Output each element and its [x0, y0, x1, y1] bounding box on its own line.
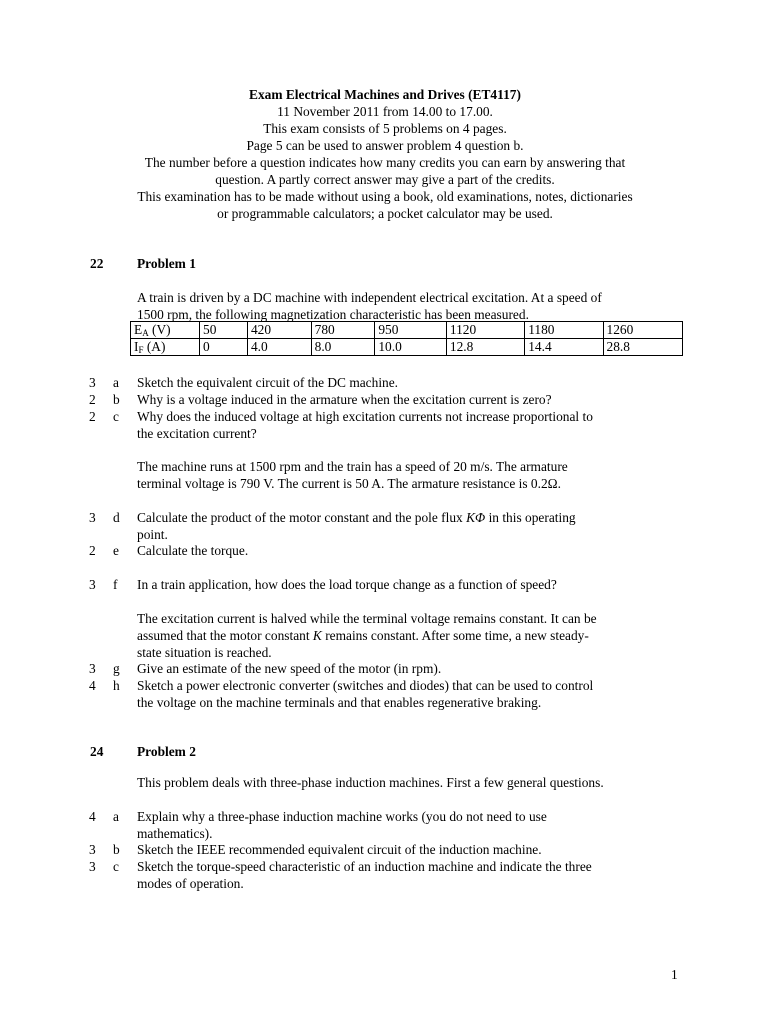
- exam-header: [60, 86, 710, 222]
- exam-page5-note: Page 5 can be used to answer problem 4 question b.: [246, 138, 524, 153]
- magnetization-table: [130, 321, 683, 356]
- table-cell: 950: [375, 322, 447, 339]
- exam-rules-note-1: This examination has to be made without using a book, old examinations, notes, dictionaries: [137, 189, 633, 204]
- problem2-title: Problem 2: [137, 744, 196, 759]
- table-row-label-if: $I_F$ (A): [131, 339, 200, 356]
- table-cell: 0: [200, 339, 248, 356]
- table-cell: 50: [200, 322, 248, 339]
- exam-pages-note: This exam consists of 5 problems on 4 pages.: [263, 121, 507, 136]
- exam-title: Exam Electrical Machines and Drives (ET4117): [249, 87, 521, 102]
- exam-credits-note-1: The number before a question indicates how many credits you can earn by answering that: [144, 155, 626, 170]
- table-cell: 1120: [446, 322, 524, 339]
- exam-page: Exam Electrical Machines and Drives (ET4117) 11 November 2011 from 14.00 to 17.00. This exam consists of 5 problems on 4 pages. Page 5 can be used to answer problem 4 question b. The number before a question indicates how many credits you can earn by answering that question. A partly correct answer may give a part of the credits. This examination has to be made without using a book, old examinations, notes, dictionaries or programmable calculators; a pocket calculator may be used. 22 Problem 1 A train is driven by a DC machine with independent electrical excitation. At a speed of 1500 rpm, the following magnetization characteristic has been measured. $E_A$ (V) 50 420 780 950 1120 1180 1260 $I_F$ (A) 0 4.0 8.0 10.0 12.8 14.4 28.8 3 a Sketch the equivalent circuit of the DC machine. 2 b Why is a voltage induced in the armature when the excitation current is zero? 2 c Why does the induced voltage at high excitation currents not increase proportional to the excitation current? The machine runs at 1500 rpm and the train has a speed of 20 m/s. The armature terminal voltage is 790 V. The current is 50 A. The armature resistance is 0.2Ω. 3 d Calculate the product of the motor constant and the pole flux KΦ in this operating point. 2 e Calculate the torque. 3 f In a train application, how does the load torque change as a function of speed? The excitation current is halved while the terminal voltage remains constant. It can be assumed that the motor constant K remains constant. After some time, a new steady- state situation is reached. 3 g Give an estimate of the new speed of the motor (in rpm). 4 h Sketch a power electronic converter (switches and diodes) that can be used to control the voltage on the machine terminals and that enables regenerative braking. 24 Problem 2 This problem deals with three-phase induction machines. First a few general questions. 4 a Explain why a three-phase induction machine works (you do not need to use mathematics). 3 b Sketch the IEEE recommended equivalent circuit of the induction machine. 3 c Sketch the torque-speed characteristic of an induction machine and indicate the three modes of operation. 1: [0, 0, 768, 1024]
- table-cell: 8.0: [311, 339, 375, 356]
- exam-credits-note-2: question. A partly correct answer may give a part of the credits.: [215, 172, 555, 187]
- problem2-points: 24: [90, 744, 104, 759]
- page-number: 1: [671, 967, 678, 982]
- table-cell: 4.0: [247, 339, 311, 356]
- problem1-points: 22: [90, 256, 104, 271]
- table-cell: 780: [311, 322, 375, 339]
- exam-rules-note-2: or programmable calculators; a pocket calculator may be used.: [217, 206, 553, 221]
- table-cell: 1180: [525, 322, 603, 339]
- exam-date: 11 November 2011 from 14.00 to 17.00.: [277, 104, 493, 119]
- table-cell: 1260: [603, 322, 683, 339]
- table-cell: 14.4: [525, 339, 603, 356]
- table-cell: 12.8: [446, 339, 524, 356]
- problem1-intro-text: A train is driven by a DC machine with independent electrical excitation. At a speed of 1500 rpm, the following magnetization characteristic has been measured.: [137, 290, 602, 322]
- table-row: [131, 322, 683, 339]
- table-cell: 10.0: [375, 339, 447, 356]
- table-cell: 420: [247, 322, 311, 339]
- table-row-label-ea: $E_A$ (V): [131, 322, 200, 339]
- problem1-title: Problem 1: [137, 256, 196, 271]
- table-cell: 28.8: [603, 339, 683, 356]
- table-row: [131, 339, 683, 356]
